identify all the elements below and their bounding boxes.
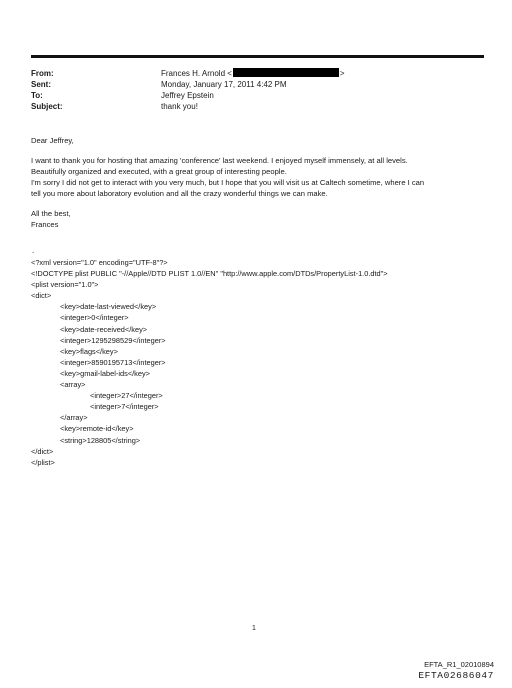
page-number: 1 <box>252 625 256 632</box>
subject-value: thank you! <box>161 102 198 111</box>
sent-row <box>31 79 484 90</box>
xml-line: <integer>7</integer> <box>90 402 159 412</box>
xml-line: <key>remote-id</key> <box>60 424 134 434</box>
redaction-box <box>233 68 339 77</box>
xml-line: <array> <box>60 380 86 390</box>
plist-xml-block <box>31 257 486 468</box>
subject-row <box>31 101 484 112</box>
email-body <box>31 135 486 230</box>
xml-line: <?xml version="1.0" encoding="UTF-8"?> <box>31 258 168 267</box>
body-line: I'm sorry I did not get to interact with you very much, but I hope that you will visit us at Caltech sometime, where I can <box>31 178 425 187</box>
to-value: Jeffrey Epstein <box>161 91 214 100</box>
xml-line: <key>date-last-viewed</key> <box>60 302 157 312</box>
xml-line: <key>gmail-label-ids</key> <box>60 368 150 378</box>
signature: Frances <box>31 220 59 229</box>
xml-line: <integer>0</integer> <box>60 313 129 323</box>
from-bracket-close: > <box>339 69 345 78</box>
xml-line: </dict> <box>31 446 54 456</box>
from-row <box>31 68 484 79</box>
xml-line: <integer>27</integer> <box>90 391 163 401</box>
from-value <box>161 68 345 79</box>
subject-label: Subject: <box>31 102 63 111</box>
bates-stamp-large: EFTA02686047 <box>418 670 494 681</box>
body-line: Beautifully organized and executed, with a great group of interesting people. <box>31 167 287 176</box>
xml-line: </array> <box>60 413 88 423</box>
from-label: From: <box>31 69 54 78</box>
closing: All the best, <box>31 209 71 218</box>
from-name: Frances H. Arnold < <box>161 69 232 78</box>
xml-line: <key>flags</key> <box>60 346 118 356</box>
body-line: I want to thank you for hosting that amazing 'conference' last weekend. I enjoyed myself immensely, at all levels. <box>31 156 408 165</box>
to-label: To: <box>31 91 43 100</box>
xml-line: <string>128805</string> <box>60 435 141 445</box>
xml-line: <integer>8590195713</integer> <box>60 357 166 367</box>
sent-value: Monday, January 17, 2011 4:42 PM <box>161 80 287 89</box>
xml-line: </plist> <box>31 457 55 467</box>
greeting: Dear Jeffrey, <box>31 136 74 145</box>
to-row <box>31 90 484 101</box>
xml-line: <key>date-received</key> <box>60 324 148 334</box>
xml-line: <integer>1295298529</integer> <box>60 335 166 345</box>
bates-stamp-small: EFTA_R1_02010894 <box>424 660 494 669</box>
body-line: tell you more about laboratory evolution and all the crazy wonderful things we can make. <box>31 189 328 198</box>
xml-line: <dict> <box>31 291 52 301</box>
header-top-rule <box>31 55 484 58</box>
separator-dot: . <box>32 246 35 255</box>
xml-line: <plist version="1.0"> <box>31 280 99 290</box>
sent-label: Sent: <box>31 80 51 89</box>
xml-line: <!DOCTYPE plist PUBLIC "-//Apple//DTD PLIST 1.0//EN" "http://www.apple.com/DTDs/PropertyList-1.0.dtd"> <box>31 269 388 279</box>
email-header <box>31 68 484 112</box>
